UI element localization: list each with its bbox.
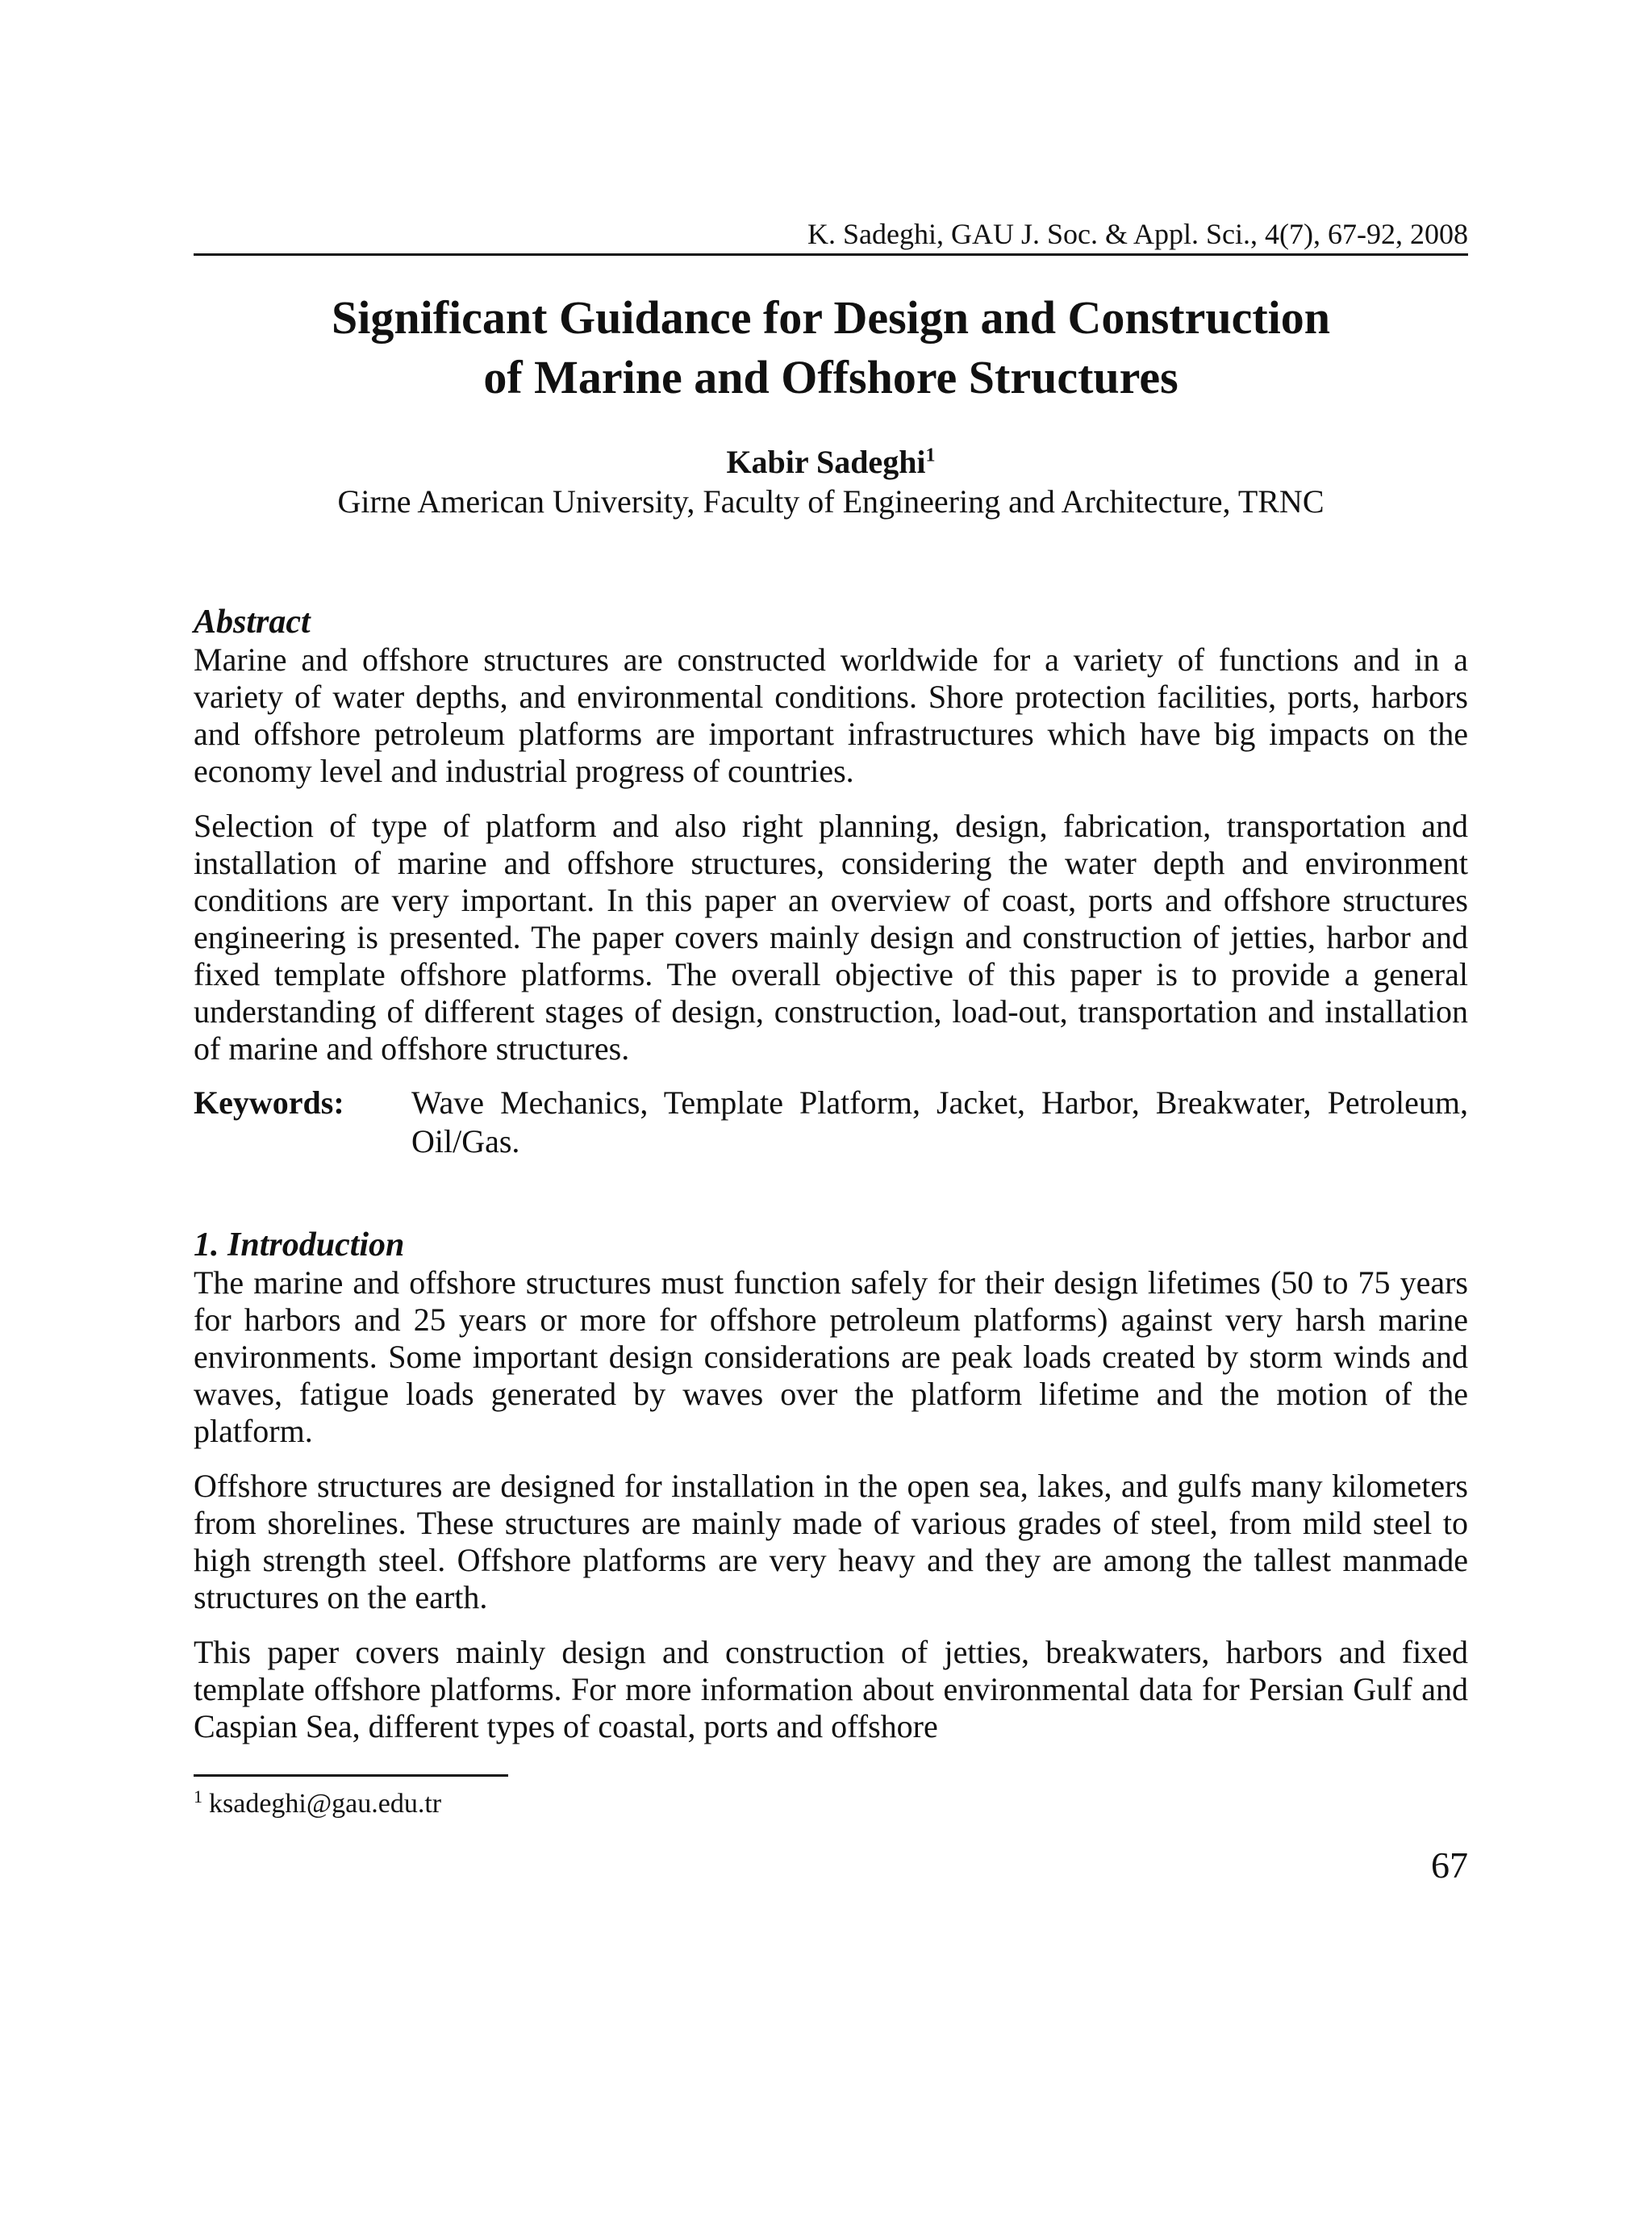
author-line	[194, 443, 1468, 482]
author-name: Kabir Sadeghi	[726, 444, 926, 480]
footnote-mark: 1	[194, 1786, 202, 1807]
introduction-paragraph: This paper covers mainly design and construction of jetties, breakwaters, harbors and fixed template offshore platforms. For more information about environmental data for Persian Gulf and Caspian Sea, different types of coastal, ports and offshore	[194, 1634, 1468, 1744]
author-footnote-mark[interactable]: 1	[925, 445, 936, 466]
author-affiliation: Girne American University, Faculty of Engineering and Architecture, TRNC	[337, 483, 1325, 520]
abstract-heading: Abstract	[194, 604, 311, 641]
paper-page	[194, 218, 1468, 1886]
keywords-text: Wave Mechanics, Template Platform, Jacket, Harbor, Breakwater, Petroleum, Oil/Gas.	[411, 1084, 1468, 1159]
abstract-paragraph: Marine and offshore structures are constructed worldwide for a variety of functions and in a variety of water depths, and environmental conditions. Shore protection facilities, ports, harbors and offshore petroleum platforms are important infrastructures which have big impacts on the economy level and industrial progress of countries.	[194, 641, 1468, 789]
title-line-1: Significant Guidance for Design and Construction	[331, 291, 1331, 344]
title-line-2: of Marine and Offshore Structures	[483, 351, 1179, 403]
abstract-paragraph: Selection of type of platform and also right planning, design, fabrication, transportation and installation of marine and offshore structures, considering the water depth and environment conditions are very important. In this paper an overview of coast, ports and offshore structures engineering is presented. The paper covers mainly design and construction of jetties, harbor and fixed template offshore platforms. The overall objective of this paper is to provide a general understanding of different stages of design, construction, load-out, transportation and installation of marine and offshore structures.	[194, 808, 1468, 1067]
footnote	[194, 1788, 1468, 1820]
introduction-paragraph: Offshore structures are designed for installation in the open sea, lakes, and gulfs many kilometers from shorelines. These structures are mainly made of various grades of steel, from mild steel to high strength steel. Offshore platforms are very heavy and they are among the tallest manmade structures on the earth.	[194, 1468, 1468, 1615]
paper-title	[194, 288, 1468, 407]
footnote-divider	[194, 1774, 508, 1777]
running-header: K. Sadeghi, GAU J. Soc. & Appl. Sci., 4(7), 67-92, 2008	[194, 218, 1468, 256]
introduction-paragraph: The marine and offshore structures must function safely for their design lifetimes (50 to 75 years for harbors and 25 years or more for offshore petroleum platforms) against very harsh marine environments. Some important design considerations are peak loads created by storm winds and waves, fatigue loads generated by waves over the platform lifetime and the motion of the platform.	[194, 1264, 1468, 1449]
page-number: 67	[1431, 1844, 1468, 1886]
introduction-heading: 1. Introduction	[194, 1226, 405, 1264]
keywords	[194, 1084, 1468, 1161]
keywords-label: Keywords:	[194, 1084, 344, 1121]
footnote-email[interactable]: ksadeghi@gau.edu.tr	[209, 1789, 442, 1819]
